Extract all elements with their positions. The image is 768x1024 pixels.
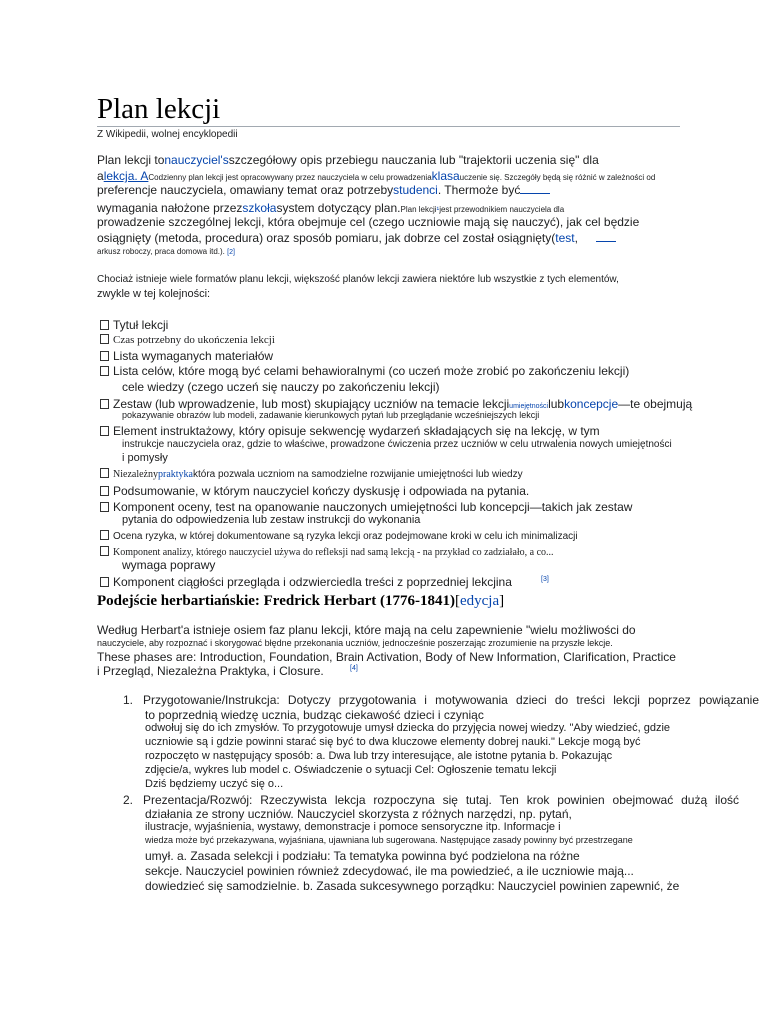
list-item-cont: wymaga poprawy xyxy=(122,558,216,572)
ol-item-1-line: to poprzednią wiedzę ucznia, budząc ciekawość dzieci i czyniąc xyxy=(145,708,484,722)
list-item xyxy=(100,500,632,514)
ol-item-1-line: zdjęcie/a, wykres lub model c. Oświadczenie o sytuacji Cel: Ogłoszenie tematu lekcji xyxy=(145,764,557,776)
link-nauczyciel[interactable]: nauczyciel's xyxy=(164,153,229,167)
list-item xyxy=(100,318,168,332)
checkbox-glyph-icon xyxy=(100,546,109,556)
ol-item-2-line: umył. a. Zasada selekcji i podziału: Ta tematyka powinna być podzielona na różne xyxy=(145,849,580,863)
intro-text: Codzienny plan lekcji jest opracowywany przez nauczyciela w celu prowadzenia xyxy=(148,173,432,182)
list-text: Lista wymaganych materiałów xyxy=(113,349,274,363)
intro-line-5: prowadzenie szczególnej lekcji, która obejmuje cel (czego uczniowie mają się nauczyć), jak cel będzie xyxy=(97,215,640,229)
intro-text: wymagania nałożone przez xyxy=(97,201,243,215)
list-text: lub xyxy=(548,397,565,411)
list-text: Lista celów, które mogą być celami behawioralnymi (co uczeń może zrobić po zakończeniu lekcji) xyxy=(113,364,630,378)
list-text: Komponent ciągłości przegląda i odzwierciedla treści z poprzedniej lekcjina xyxy=(113,575,512,589)
list-item xyxy=(100,484,529,498)
ol-number: 2. xyxy=(123,793,134,807)
intro-text: osiągnięty (metoda, procedura) oraz sposób pomiaru, jak dobrze cel został osiągnięty( xyxy=(97,231,556,245)
section-heading-text: Podejście herbartiańskie: Fredrick Herbart (1776-1841) xyxy=(97,593,455,609)
para2-line-1: Chociaż istnieje wiele formatów planu lekcji, większość planów lekcji zawiera niektóre lub wszystkie z tych elementów, xyxy=(97,274,619,285)
list-text: Komponent analizy, którego nauczyciel używa do refleksji nad samą lekcją - na przykład co zadziałało, a co... xyxy=(113,547,554,558)
ol-item-2-line: ilustracje, wyjaśnienia, wystawy, demonstracje i pomoce sensoryczne itp. Informacje i xyxy=(145,821,561,833)
citation-2[interactable]: [2] xyxy=(227,249,235,256)
page-title: Plan lekcji xyxy=(97,93,221,125)
list-text: Ocena ryzyka, w której dokumentowane są ryzyka lekcji oraz podejmowane kroki w celu ich minimalizacji xyxy=(113,531,578,542)
ol-item-1-line: Przygotowanie/Instrukcja: Dotyczy przygotowania i motywowania dzieci do treści lekcji poprzez powiązanie xyxy=(143,693,759,707)
ol-item-2-line: sekcje. Nauczyciel powinien również zdecydować, ile ma powiedzieć, a ile uczniowie mają... xyxy=(145,864,634,878)
ol-item-1-line: rozpoczęto w następujący sposób: a. Dwa lub trzy interesujące, ale istotne pytania b. Pokazując xyxy=(145,750,613,762)
list-text: Tytuł lekcji xyxy=(113,318,169,332)
list-item-cont: cele wiedzy (czego uczeń się nauczy po zakończeniu lekcji) xyxy=(122,380,440,394)
intro-line-1 xyxy=(97,153,599,167)
checkbox-glyph-icon xyxy=(100,351,109,361)
intro-line-7 xyxy=(97,247,235,256)
link-test[interactable]: test xyxy=(555,231,575,245)
checkbox-glyph-icon xyxy=(100,530,109,540)
citation-4[interactable]: [4] xyxy=(350,665,358,672)
list-item-cont: i pomysły xyxy=(122,452,168,464)
checkbox-glyph-icon xyxy=(100,366,109,376)
link-praktyka[interactable]: praktyka xyxy=(157,469,193,480)
para3-line-3: These phases are: Introduction, Foundation, Brain Activation, Body of New Information, Clarification, Practice xyxy=(97,650,676,664)
underline-gap xyxy=(520,183,550,194)
intro-text: system dotyczący plan. xyxy=(276,201,401,215)
intro-text: arkusz roboczy, praca domowa itd.). xyxy=(97,247,225,256)
title-divider xyxy=(97,126,680,127)
intro-text: , xyxy=(574,231,578,245)
para2-line-2: zwykle w tej kolejności: xyxy=(97,288,211,300)
intro-text: Plan lekcji xyxy=(400,205,437,214)
link-klasa[interactable]: klasa xyxy=(431,169,460,183)
para3-line-1: Według Herbart'a istnieje osiem faz planu lekcji, które mają na celu zapewnienie "wielu możliwości do xyxy=(97,623,636,637)
list-item-cont: pytania do odpowiedzenia lub zestaw instrukcji do wykonania xyxy=(122,514,421,526)
list-text: Komponent oceny, test na opanowanie nauczonych umiejętności lub koncepcji—takich jak zestaw xyxy=(113,500,633,514)
ref-superscript: ¹ xyxy=(436,205,440,214)
intro-text: . Thermoże być xyxy=(437,183,521,197)
checkbox-glyph-icon xyxy=(100,502,109,512)
checkbox-glyph-icon xyxy=(100,320,109,330)
list-item xyxy=(100,575,512,589)
ol-item-2-line: wiedza może być przekazywana, wyjaśniana, ujawniana lub sugerowana. Następujące zasady powinny być przestrzegane xyxy=(145,835,633,845)
ol-item-1-line: odwołuj się do ich zmysłów. To przygotowuje umysł dziecka do przyjęcia nowej wiedzy. "Aby wiedzieć, gdzie xyxy=(145,722,671,734)
ol-item-2-line: działania ze strony uczniów. Nauczyciel skorzysta z różnych narzędzi, np. pytań, xyxy=(145,807,572,821)
para3-line-2: nauczyciele, aby rozpoznać i skorygować błędne przekonania uczniów, jednocześnie poszerzając zrozumienie na przyszłe lekcje. xyxy=(97,638,613,648)
intro-text: a xyxy=(97,169,104,183)
bracket: ] xyxy=(499,593,505,609)
underline-gap xyxy=(596,231,616,242)
list-text: Podsumowanie, w którym nauczyciel kończy dyskusję i odpowiada na pytania. xyxy=(113,484,530,498)
link-lekcja[interactable]: lekcja. A xyxy=(103,169,149,183)
para3-line-4: i Przegląd, Niezależna Praktyka, i Closure. xyxy=(97,664,324,678)
list-text: Niezależny xyxy=(113,469,158,480)
checkbox-glyph-icon xyxy=(100,486,109,496)
list-item xyxy=(100,424,600,438)
intro-line-6 xyxy=(97,231,616,245)
list-item-cont: pokazywanie obrazów lub modeli, zadawanie kierunkowych pytań lub przeglądanie wcześniejszych lekcji xyxy=(122,410,540,420)
ol-number: 1. xyxy=(123,693,134,707)
list-item-cont: instrukcje nauczyciela oraz, gdzie to właściwe, prowadzone ćwiczenia przez uczniów w celu utrwalenia nowych umiejętności xyxy=(122,439,672,450)
list-text: która pozwala uczniom na samodzielne rozwijanie umiejętności lub wiedzy xyxy=(192,469,523,480)
intro-text: uczenie się. Szczegóły będą się różnić w zależności od xyxy=(459,173,656,182)
ol-item-1-line: Dziś będziemy uczyć się o... xyxy=(145,778,284,790)
ol-item-2-line: dowiedzieć się samodzielnie. b. Zasada sukcesywnego porządku: Nauczyciel powinien zapewnić, że xyxy=(145,879,680,893)
checkbox-glyph-icon xyxy=(100,468,109,478)
list-item xyxy=(100,530,578,542)
citation-3[interactable]: [3] xyxy=(541,576,549,583)
ol-item-2-line: Prezentacja/Rozwój: Rzeczywista lekcja rozpoczyna się tutaj. Ten krok powinien obejmować dużą ilość xyxy=(143,793,739,807)
list-item xyxy=(100,468,523,480)
checkbox-glyph-icon xyxy=(100,399,109,409)
link-szkola[interactable]: szkoła xyxy=(242,201,277,215)
list-text: —te obejmują xyxy=(618,397,693,411)
bracket: [ xyxy=(454,593,460,609)
checkbox-glyph-icon xyxy=(100,426,109,436)
checkbox-glyph-icon xyxy=(100,577,109,587)
edit-link[interactable]: edycja xyxy=(459,593,500,609)
checkbox-glyph-icon xyxy=(100,334,109,344)
list-text: Element instruktażowy, który opisuje sekwencję wydarzeń składających się na lekcję, w tym xyxy=(113,424,600,438)
page-subtitle: Z Wikipedii, wolnej encyklopedii xyxy=(97,129,238,140)
list-item xyxy=(100,546,554,558)
list-text: Czas potrzebny do ukończenia lekcji xyxy=(113,334,275,346)
intro-line-3 xyxy=(97,183,550,197)
ol-item-1-line: uczniowie są i gdzie powinni starać się być to dwa kluczowe elementy dobrej nauki." Lekcje mogą być xyxy=(145,736,641,748)
list-text: Zestaw (lub wprowadzenie, lub most) skupiający uczniów na temacie lekcji xyxy=(113,397,510,411)
link-studenci[interactable]: studenci xyxy=(393,183,438,197)
intro-text: szczegółowy opis przebiegu nauczania lub "trajektorii uczenia się" dla xyxy=(228,153,599,167)
link-umiejetnosci[interactable]: umiejętności xyxy=(509,403,549,410)
intro-text: Plan lekcji to xyxy=(97,153,165,167)
list-item xyxy=(100,364,629,378)
section-heading xyxy=(97,593,504,610)
intro-text: jest przewodnikiem nauczyciela dla xyxy=(439,205,565,214)
list-item xyxy=(100,349,273,363)
link-koncepcje[interactable]: koncepcje xyxy=(564,397,619,411)
list-item xyxy=(100,334,275,346)
intro-text: preferencje nauczyciela, omawiany temat oraz potrzeby xyxy=(97,183,394,197)
